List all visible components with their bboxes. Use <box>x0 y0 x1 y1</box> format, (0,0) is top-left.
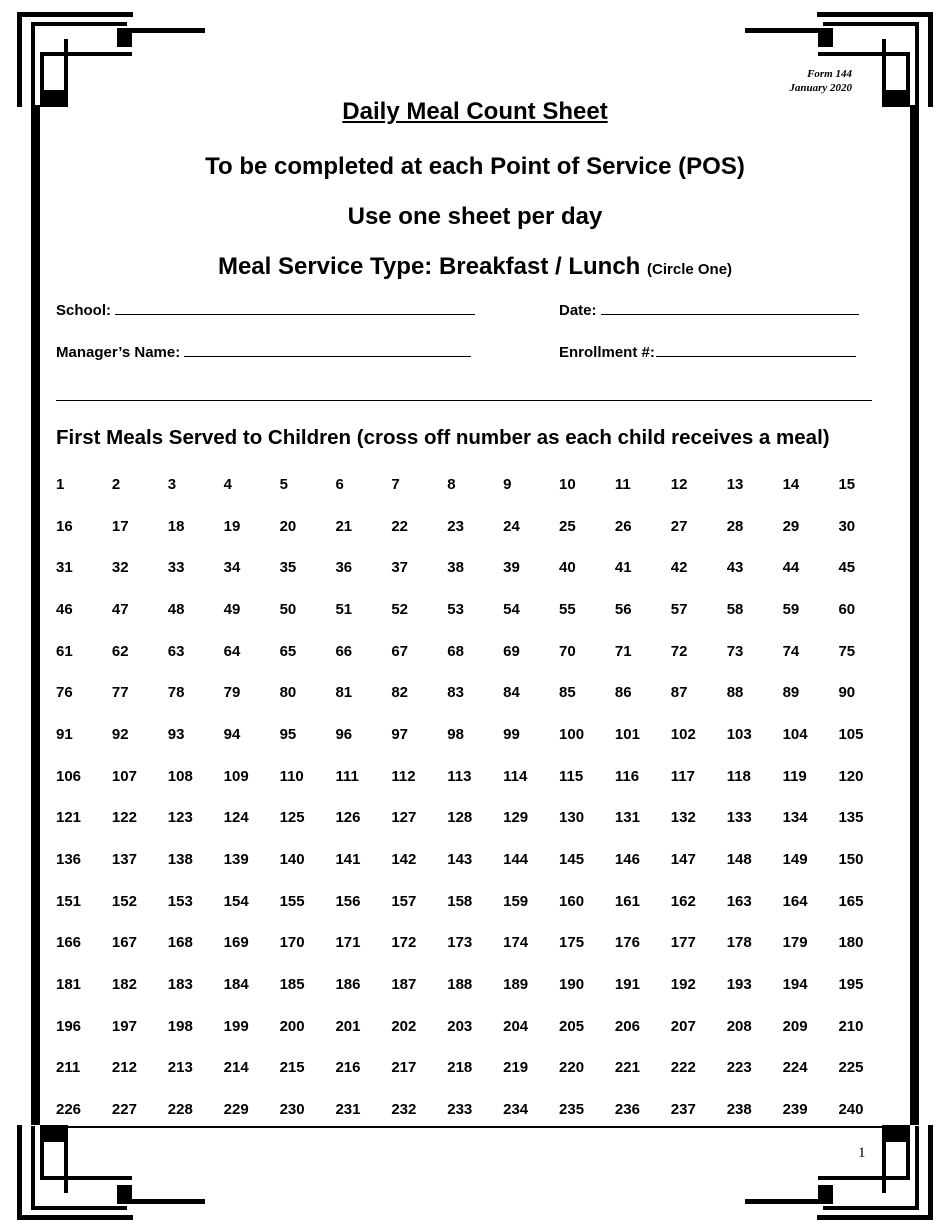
meal-number[interactable]: 184 <box>223 975 249 993</box>
manager-name-input-line[interactable] <box>184 342 471 357</box>
meal-number[interactable]: 49 <box>223 600 241 618</box>
meal-number[interactable]: 226 <box>56 1100 82 1118</box>
meal-number[interactable]: 130 <box>559 809 585 827</box>
meal-number[interactable]: 124 <box>223 809 249 827</box>
meal-number[interactable]: 95 <box>279 725 297 743</box>
meal-number[interactable]: 202 <box>391 1017 417 1035</box>
meal-number-row <box>56 518 896 560</box>
meal-number[interactable]: 133 <box>726 809 752 827</box>
meal-number[interactable]: 214 <box>223 1059 249 1077</box>
meal-number[interactable]: 190 <box>559 975 585 993</box>
meal-number[interactable]: 22 <box>391 517 409 535</box>
meal-number[interactable]: 12 <box>670 476 688 493</box>
meal-number[interactable]: 229 <box>223 1100 249 1118</box>
meal-number[interactable]: 228 <box>167 1100 193 1118</box>
section-title: First Meals Served to Children (cross off number as each child receives a meal) <box>56 426 830 449</box>
meal-number[interactable]: 139 <box>223 850 249 868</box>
meal-number[interactable]: 9 <box>503 476 512 493</box>
meal-number[interactable]: 141 <box>335 850 361 868</box>
meal-number[interactable]: 174 <box>503 934 529 952</box>
meal-number[interactable]: 186 <box>335 975 361 993</box>
meal-number[interactable]: 15 <box>838 476 856 493</box>
meal-number[interactable]: 40 <box>559 559 576 577</box>
meal-number[interactable]: 116 <box>614 767 640 785</box>
meal-number[interactable]: 87 <box>670 684 688 702</box>
meal-service-label: Meal Service Type: Breakfast / Lunch <box>217 253 641 280</box>
meal-number-row <box>56 684 896 726</box>
meal-number[interactable]: 14 <box>782 476 800 493</box>
meal-number[interactable]: 30 <box>838 517 856 535</box>
meal-number[interactable]: 1 <box>56 476 65 493</box>
meal-number[interactable]: 38 <box>447 559 464 577</box>
meal-number[interactable]: 24 <box>503 517 520 535</box>
meal-number[interactable]: 59 <box>782 600 800 618</box>
meal-number[interactable]: 121 <box>56 809 82 827</box>
meal-number[interactable]: 109 <box>223 767 249 785</box>
meal-number-row <box>56 1018 896 1060</box>
meal-number[interactable]: 126 <box>335 809 361 827</box>
meal-number[interactable]: 108 <box>167 767 193 785</box>
meal-number[interactable]: 160 <box>559 892 585 910</box>
meal-number[interactable]: 131 <box>614 809 640 827</box>
school-input-line[interactable] <box>115 300 475 315</box>
meal-number[interactable]: 120 <box>838 767 864 785</box>
meal-number[interactable]: 100 <box>559 725 585 743</box>
meal-number[interactable]: 63 <box>167 642 185 660</box>
meal-number[interactable]: 62 <box>111 642 129 660</box>
meal-number[interactable]: 218 <box>447 1059 473 1077</box>
meal-number[interactable]: 182 <box>111 975 137 993</box>
meal-number[interactable]: 106 <box>56 767 82 785</box>
meal-number[interactable]: 206 <box>614 1017 640 1035</box>
meal-number[interactable]: 216 <box>335 1059 361 1077</box>
meal-number[interactable]: 185 <box>279 975 305 993</box>
meal-number[interactable]: 169 <box>223 934 249 952</box>
meal-number-row <box>56 559 896 601</box>
meal-number[interactable]: 115 <box>559 767 584 785</box>
meal-number[interactable]: 46 <box>56 600 73 618</box>
meal-number-row <box>56 601 896 643</box>
meal-number[interactable]: 179 <box>782 934 808 952</box>
meal-number[interactable]: 183 <box>167 975 193 993</box>
meal-number[interactable]: 187 <box>391 975 417 993</box>
page-number: 1 <box>858 1145 866 1161</box>
meal-number[interactable]: 69 <box>503 642 520 660</box>
meal-number[interactable]: 43 <box>726 559 744 577</box>
meal-number[interactable]: 215 <box>279 1059 305 1077</box>
meal-number[interactable]: 196 <box>56 1017 82 1035</box>
meal-number[interactable]: 199 <box>223 1017 249 1035</box>
meal-number[interactable]: 86 <box>614 684 632 702</box>
meal-number[interactable]: 233 <box>447 1100 473 1118</box>
meal-number[interactable]: 231 <box>335 1100 361 1118</box>
meal-number[interactable]: 225 <box>838 1059 864 1077</box>
meal-number-grid <box>56 476 896 1143</box>
meal-number[interactable]: 136 <box>56 850 82 868</box>
meal-number[interactable]: 73 <box>726 642 744 660</box>
meal-number[interactable]: 192 <box>670 975 696 993</box>
meal-number[interactable]: 113 <box>447 767 472 785</box>
meal-number[interactable]: 232 <box>391 1100 417 1118</box>
meal-number[interactable]: 83 <box>447 684 464 702</box>
meal-number[interactable]: 142 <box>391 850 417 868</box>
meal-number[interactable]: 173 <box>447 934 473 952</box>
meal-number[interactable]: 96 <box>335 725 353 743</box>
meal-number-row <box>56 476 896 518</box>
meal-number[interactable]: 78 <box>167 684 185 702</box>
meal-number[interactable]: 16 <box>56 517 73 535</box>
meal-number[interactable]: 167 <box>111 934 137 952</box>
meal-number[interactable]: 221 <box>614 1059 640 1077</box>
meal-number[interactable]: 172 <box>391 934 417 952</box>
meal-number[interactable]: 222 <box>670 1059 696 1077</box>
meal-number[interactable]: 180 <box>838 934 864 952</box>
meal-number[interactable]: 90 <box>838 684 856 702</box>
date-field <box>559 300 859 319</box>
meal-number[interactable]: 103 <box>726 725 752 743</box>
meal-number[interactable]: 105 <box>838 725 864 743</box>
meal-number[interactable]: 67 <box>391 642 409 660</box>
meal-number[interactable]: 52 <box>391 600 409 618</box>
meal-number[interactable]: 94 <box>223 725 241 743</box>
meal-number[interactable]: 70 <box>559 642 576 660</box>
meal-number[interactable]: 71 <box>614 642 632 660</box>
meal-number[interactable]: 17 <box>111 517 129 535</box>
meal-number[interactable]: 64 <box>223 642 241 660</box>
meal-number[interactable]: 23 <box>447 517 464 535</box>
meal-number[interactable]: 188 <box>447 975 473 993</box>
enrollment-label: Enrollment #: <box>559 344 655 361</box>
meal-number[interactable]: 6 <box>335 476 344 493</box>
meal-number[interactable]: 99 <box>503 725 520 743</box>
meal-number[interactable]: 33 <box>167 559 185 577</box>
corner-ornament-top-right <box>740 12 935 112</box>
meal-number[interactable]: 72 <box>670 642 688 660</box>
meal-number[interactable]: 27 <box>670 517 688 535</box>
manager-name-label: Manager’s Name: <box>56 344 181 361</box>
meal-number[interactable]: 127 <box>391 809 417 827</box>
meal-number[interactable]: 234 <box>503 1100 529 1118</box>
meal-number[interactable]: 213 <box>167 1059 193 1077</box>
meal-number[interactable]: 37 <box>391 559 409 577</box>
form-number: Form 144 <box>807 68 852 80</box>
meal-number[interactable]: 19 <box>223 517 241 535</box>
meal-number[interactable]: 219 <box>503 1059 529 1077</box>
meal-number[interactable]: 26 <box>614 517 632 535</box>
meal-number[interactable]: 66 <box>335 642 353 660</box>
meal-number[interactable]: 164 <box>782 892 808 910</box>
meal-number[interactable]: 238 <box>726 1100 752 1118</box>
meal-number[interactable]: 107 <box>111 767 137 785</box>
meal-number[interactable]: 177 <box>670 934 696 952</box>
meal-number[interactable]: 194 <box>782 975 808 993</box>
meal-number[interactable]: 138 <box>167 850 193 868</box>
meal-number[interactable]: 123 <box>167 809 193 827</box>
meal-number[interactable]: 166 <box>56 934 82 952</box>
meal-number[interactable]: 175 <box>559 934 585 952</box>
meal-number-row <box>56 726 896 768</box>
meal-number[interactable]: 200 <box>279 1017 305 1035</box>
meal-number[interactable]: 41 <box>614 559 632 577</box>
meal-number[interactable]: 44 <box>782 559 800 577</box>
meal-number-row <box>56 851 896 893</box>
meal-number[interactable]: 36 <box>335 559 353 577</box>
meal-number[interactable]: 57 <box>670 600 688 618</box>
meal-number[interactable]: 178 <box>726 934 752 952</box>
meal-number[interactable]: 51 <box>335 600 353 618</box>
meal-number[interactable]: 135 <box>838 809 864 827</box>
meal-number[interactable]: 92 <box>111 725 129 743</box>
meal-number[interactable]: 147 <box>670 850 696 868</box>
meal-number[interactable]: 128 <box>447 809 473 827</box>
meal-number[interactable]: 237 <box>670 1100 696 1118</box>
manager-name-field <box>56 342 471 361</box>
meal-number[interactable]: 165 <box>838 892 864 910</box>
date-label: Date: <box>559 302 597 319</box>
school-label: School: <box>56 302 111 319</box>
meal-number[interactable]: 91 <box>56 725 73 743</box>
form-date: January 2020 <box>789 82 852 94</box>
meal-number[interactable]: 48 <box>167 600 185 618</box>
meal-number[interactable]: 151 <box>56 892 82 910</box>
meal-number[interactable]: 81 <box>335 684 353 702</box>
meal-number[interactable]: 161 <box>614 892 640 910</box>
meal-number[interactable]: 8 <box>447 476 456 493</box>
meal-number[interactable]: 21 <box>335 517 353 535</box>
page-title: Daily Meal Count Sheet <box>342 98 608 125</box>
meal-number[interactable]: 170 <box>279 934 305 952</box>
meal-number[interactable]: 145 <box>559 850 585 868</box>
meal-number[interactable]: 122 <box>111 809 137 827</box>
meal-number[interactable]: 224 <box>782 1059 808 1077</box>
meal-number[interactable]: 205 <box>559 1017 585 1035</box>
meal-number[interactable]: 61 <box>56 642 73 660</box>
meal-number[interactable]: 84 <box>503 684 520 702</box>
meal-number[interactable]: 212 <box>111 1059 137 1077</box>
meal-number[interactable]: 54 <box>503 600 520 618</box>
meal-number[interactable]: 157 <box>391 892 417 910</box>
meal-number[interactable]: 137 <box>111 850 137 868</box>
meal-number[interactable]: 47 <box>111 600 129 618</box>
meal-number[interactable]: 159 <box>503 892 529 910</box>
meal-number[interactable]: 153 <box>167 892 193 910</box>
meal-number[interactable]: 193 <box>726 975 752 993</box>
meal-number[interactable]: 85 <box>559 684 576 702</box>
instruction-pos: To be completed at each Point of Service (POS) <box>205 153 745 180</box>
meal-number[interactable]: 5 <box>279 476 288 493</box>
meal-number[interactable]: 207 <box>670 1017 696 1035</box>
meal-number[interactable]: 97 <box>391 725 409 743</box>
meal-number[interactable]: 55 <box>559 600 576 618</box>
meal-number[interactable]: 149 <box>782 850 808 868</box>
corner-ornament-top-left <box>15 12 210 112</box>
meal-number[interactable]: 223 <box>726 1059 752 1077</box>
meal-number[interactable]: 140 <box>279 850 305 868</box>
meal-number[interactable]: 230 <box>279 1100 305 1118</box>
meal-number[interactable]: 181 <box>56 975 82 993</box>
meal-number[interactable]: 58 <box>726 600 744 618</box>
meal-number[interactable]: 111 <box>335 767 359 785</box>
meal-number[interactable]: 191 <box>614 975 640 993</box>
meal-number[interactable]: 158 <box>447 892 473 910</box>
meal-number-row <box>56 809 896 851</box>
meal-number[interactable]: 240 <box>838 1100 864 1118</box>
meal-number[interactable]: 34 <box>223 559 241 577</box>
meal-number[interactable]: 18 <box>167 517 185 535</box>
meal-number[interactable]: 39 <box>503 559 520 577</box>
separator-line <box>56 400 872 401</box>
meal-number[interactable]: 195 <box>838 975 864 993</box>
instruction-one-sheet: Use one sheet per day <box>347 203 603 230</box>
meal-number[interactable]: 80 <box>279 684 297 702</box>
meal-number[interactable]: 118 <box>726 767 751 785</box>
meal-number[interactable]: 154 <box>223 892 249 910</box>
meal-service-note: (Circle One) <box>647 261 733 278</box>
meal-number[interactable]: 74 <box>782 642 800 660</box>
meal-number[interactable]: 146 <box>614 850 640 868</box>
meal-number[interactable]: 210 <box>838 1017 864 1035</box>
meal-number[interactable]: 208 <box>726 1017 752 1035</box>
school-field <box>56 300 475 319</box>
meal-number[interactable]: 45 <box>838 559 856 577</box>
meal-number[interactable]: 25 <box>559 517 576 535</box>
meal-number[interactable]: 198 <box>167 1017 193 1035</box>
meal-number[interactable]: 65 <box>279 642 297 660</box>
meal-number[interactable]: 50 <box>279 600 297 618</box>
meal-number[interactable]: 93 <box>167 725 185 743</box>
meal-service-type <box>0 253 950 281</box>
meal-number[interactable]: 236 <box>614 1100 640 1118</box>
meal-number[interactable]: 29 <box>782 517 800 535</box>
meal-number[interactable]: 189 <box>503 975 529 993</box>
meal-number[interactable]: 79 <box>223 684 241 702</box>
meal-number[interactable]: 148 <box>726 850 752 868</box>
meal-number[interactable]: 132 <box>670 809 696 827</box>
meal-number[interactable]: 60 <box>838 600 856 618</box>
meal-number[interactable]: 112 <box>391 767 416 785</box>
meal-number[interactable]: 134 <box>782 809 808 827</box>
meal-number[interactable]: 101 <box>614 725 640 743</box>
meal-number[interactable]: 75 <box>838 642 856 660</box>
meal-number[interactable]: 152 <box>111 892 137 910</box>
meal-number[interactable]: 68 <box>447 642 464 660</box>
meal-number[interactable]: 32 <box>111 559 129 577</box>
meal-number[interactable]: 143 <box>447 850 473 868</box>
enrollment-input-line[interactable] <box>656 342 856 357</box>
meal-number[interactable]: 220 <box>559 1059 585 1077</box>
meal-number[interactable]: 201 <box>335 1017 361 1035</box>
meal-number[interactable]: 204 <box>503 1017 529 1035</box>
meal-number[interactable]: 35 <box>279 559 297 577</box>
meal-number[interactable]: 4 <box>223 476 233 493</box>
meal-number-row <box>56 893 896 935</box>
meal-number[interactable]: 104 <box>782 725 808 743</box>
meal-number[interactable]: 31 <box>56 559 73 577</box>
meal-number[interactable]: 197 <box>111 1017 137 1035</box>
meal-number-row <box>56 643 896 685</box>
meal-number[interactable]: 42 <box>670 559 688 577</box>
meal-number[interactable]: 163 <box>726 892 752 910</box>
meal-number[interactable]: 98 <box>447 725 464 743</box>
meal-number[interactable]: 10 <box>559 476 576 493</box>
meal-number[interactable]: 89 <box>782 684 800 702</box>
meal-number[interactable]: 56 <box>614 600 632 618</box>
date-input-line[interactable] <box>601 300 859 315</box>
meal-number[interactable]: 176 <box>614 934 640 952</box>
meal-number[interactable]: 28 <box>726 517 744 535</box>
meal-number-row <box>56 1101 896 1143</box>
meal-number[interactable]: 209 <box>782 1017 808 1035</box>
meal-number[interactable]: 77 <box>111 684 129 702</box>
meal-number[interactable]: 239 <box>782 1100 808 1118</box>
form-meta <box>789 67 852 95</box>
meal-number[interactable]: 144 <box>503 850 529 868</box>
meal-number-row <box>56 1059 896 1101</box>
meal-number[interactable]: 2 <box>111 476 121 493</box>
meal-number[interactable]: 11 <box>614 476 631 493</box>
meal-number-row <box>56 934 896 976</box>
meal-number[interactable]: 110 <box>279 767 304 785</box>
meal-number[interactable]: 20 <box>279 517 297 535</box>
meal-number[interactable]: 102 <box>670 725 696 743</box>
meal-number[interactable]: 162 <box>670 892 696 910</box>
meal-number[interactable]: 203 <box>447 1017 473 1035</box>
meal-number[interactable]: 155 <box>279 892 305 910</box>
enrollment-field <box>559 342 856 361</box>
meal-number[interactable]: 211 <box>56 1059 81 1077</box>
meal-number-row <box>56 976 896 1018</box>
meal-number[interactable]: 168 <box>167 934 193 952</box>
meal-number-row <box>56 768 896 810</box>
meal-number[interactable]: 150 <box>838 850 864 868</box>
meal-number[interactable]: 114 <box>503 767 528 785</box>
meal-number[interactable]: 217 <box>391 1059 417 1077</box>
meal-number[interactable]: 125 <box>279 809 305 827</box>
meal-number[interactable]: 3 <box>167 476 177 493</box>
meal-number[interactable]: 227 <box>111 1100 137 1118</box>
meal-number[interactable]: 13 <box>726 476 744 493</box>
meal-number[interactable]: 7 <box>391 476 400 493</box>
meal-number[interactable]: 53 <box>447 600 464 618</box>
meal-number[interactable]: 171 <box>335 934 361 952</box>
meal-number[interactable]: 76 <box>56 684 73 702</box>
meal-number[interactable]: 117 <box>670 767 695 785</box>
meal-number[interactable]: 156 <box>335 892 361 910</box>
meal-number[interactable]: 235 <box>559 1100 585 1118</box>
meal-number[interactable]: 82 <box>391 684 409 702</box>
meal-number[interactable]: 119 <box>782 767 807 785</box>
meal-number[interactable]: 129 <box>503 809 529 827</box>
meal-number[interactable]: 88 <box>726 684 744 702</box>
